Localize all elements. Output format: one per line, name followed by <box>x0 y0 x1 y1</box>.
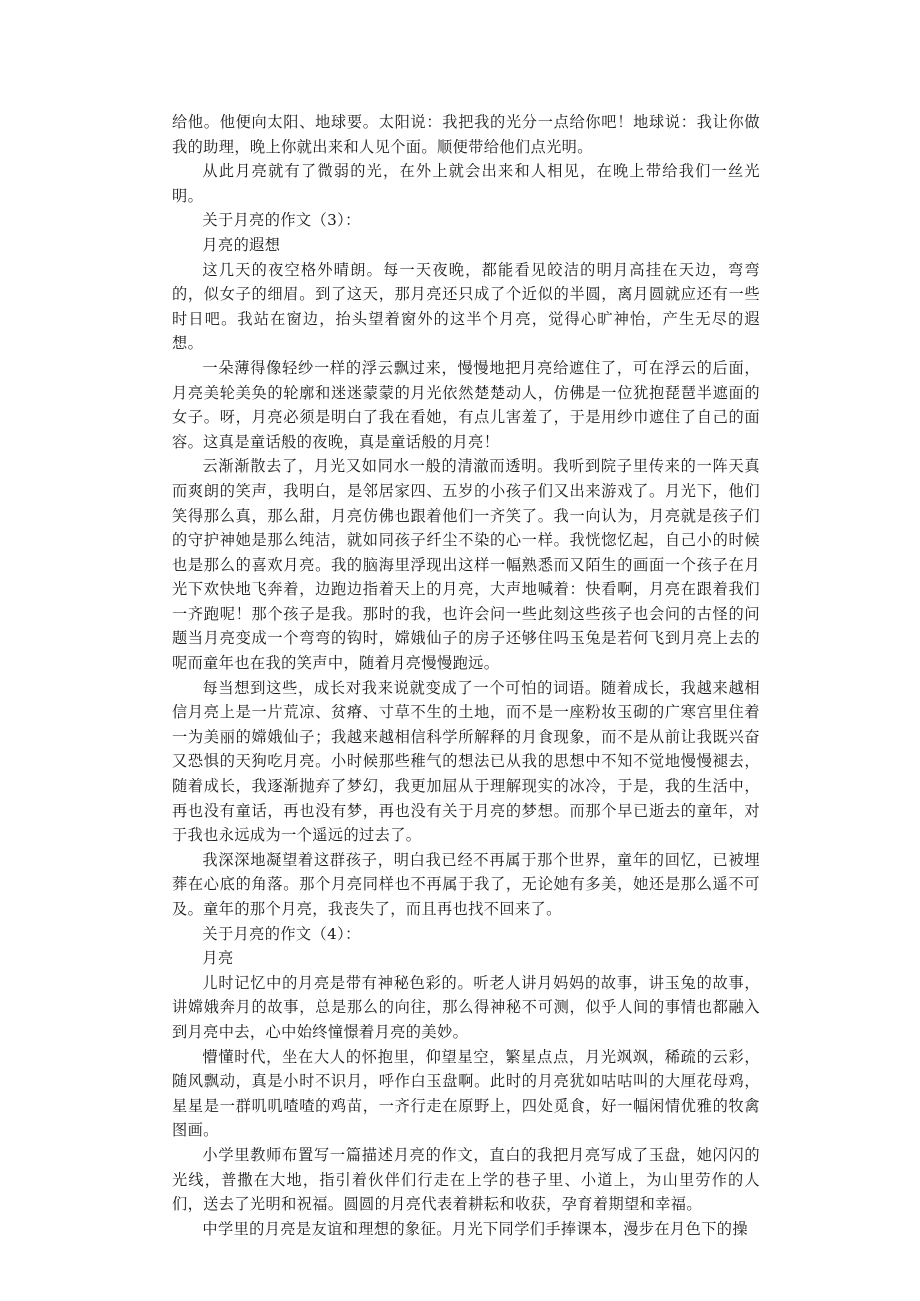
section-heading: 关于月亮的作文（3）： <box>202 211 361 230</box>
section-heading: 关于月亮的作文（4）： <box>202 924 361 943</box>
essay-title: 月亮的遐想 <box>202 235 281 254</box>
paragraph: 从此月亮就有了微弱的光，在外上就会出来和人相见，在晚上带给我们一丝光明。 <box>172 162 760 205</box>
paragraph-continued: 给他。他便向太阳、地球要。太阳说：我把我的光分一点给你吧！地球说：我让你做我的助理，晚上你就出来和人见个面。顺便带给他们点光明。 <box>172 113 760 156</box>
paragraph: 小学里教师布置写一篇描述月亮的作文，直白的我把月亮写成了玉盘，她闪闪的光线，普撒在大地，指引着伙伴们行走在上学的巷子里、小道上，为山里劳作的人们，送去了光明和祝福。圆圆的月亮代表着耕耘和收获，孕育着期望和幸福。 <box>172 1145 760 1214</box>
paragraph: 云渐渐散去了，月光又如同水一般的清澈而透明。我听到院子里传来的一阵天真而爽朗的笑声，我明白，是邻居家四、五岁的小孩子们又出来游戏了。月光下，他们笑得那么真，那么甜，月亮仿佛也跟着他们一齐笑了。我一向认为，月亮就是孩子们的守护神她是那么纯洁，就如同孩子纤尘不染的心一样。我恍惚忆起，自己小的时候也是那么的喜欢月亮。我的脑海里浮现出这样一幅熟悉而又陌生的画面一个孩子在月光下欢快地飞奔着，边跑边指着天上的月亮，大声地喊着：快看啊，月亮在跟着我们一齐跑呢！那个孩子是我。那时的我，也许会问一些此刻这些孩子也会问的古怪的问题当月亮变成一个弯弯的钩时，嫦娥仙子的房子还够住吗玉兔是若何飞到月亮上去的呢而童年也在我的笑声中，随着月亮慢慢跑远。 <box>172 457 760 673</box>
document-page <box>172 110 760 1241</box>
paragraph: 我深深地凝望着这群孩子，明白我已经不再属于那个世界，童年的回忆，已被埋葬在心底的角落。那个月亮同样也不再属于我了，无论她有多美，她还是那么遥不可及。童年的那个月亮，我丧失了，而且再也找不回来了。 <box>172 850 760 918</box>
essay-title: 月亮 <box>202 949 234 968</box>
paragraph: 儿时记忆中的月亮是带有神秘色彩的。听老人讲月妈妈的故事，讲玉兔的故事，讲嫦娥奔月的故事，总是那么的向往，那么得神秘不可测，似乎人间的事情也都融入到月亮中去，心中始终憧憬着月亮的美妙。 <box>172 973 760 1041</box>
paragraph: 懵懂时代，坐在大人的怀抱里，仰望星空，繁星点点，月光飒飒，稀疏的云彩，随风飘动，真是小时不识月，呼作白玉盘啊。此时的月亮犹如咕咕叫的大厘花母鸡，星星是一群叽叽喳喳的鸡苗，一齐行走在原野上，四处觅食，好一幅闲情优雅的牧禽图画。 <box>172 1047 760 1140</box>
paragraph: 一朵薄得像轻纱一样的浮云飘过来，慢慢地把月亮给遮住了，可在浮云的后面，月亮美轮美奂的轮廓和迷迷蒙蒙的月光依然楚楚动人，仿佛是一位犹抱琵琶半遮面的女子。呀，月亮必须是明白了我在看她，有点儿害羞了，于是用纱巾遮住了自己的面容。这真是童话般的夜晚，真是童话般的月亮！ <box>172 358 760 451</box>
paragraph: 每当想到这些，成长对我来说就变成了一个可怕的词语。随着成长，我越来越相信月亮上是一片荒凉、贫瘠、寸草不生的土地，而不是一座粉妆玉砌的广寒宫里住着一为美丽的嫦娥仙子；我越来越相信科学所解释的月食现象，而不是从前让我既兴奋又恐惧的天狗吃月亮。小时候那些稚气的想法已从我的思想中不知不觉地慢慢褪去，随着成长，我逐渐抛弃了梦幻，我更加屈从于理解现实的冰冷，于是，我的生活中，再也没有童话，再也没有梦，再也没有关于月亮的梦想。而那个早已逝去的童年，对于我也永远成为一个遥远的过去了。 <box>172 678 760 845</box>
paragraph: 中学里的月亮是友谊和理想的象征。月光下同学们手捧课本，漫步在月色下的操 <box>202 1219 748 1238</box>
paragraph: 这几天的夜空格外晴朗。每一天夜晚，都能看见皎洁的明月高挂在天边，弯弯的，似女子的细眉。到了这天，那月亮还只成了个近似的半圆，离月圆就应还有一些时日吧。我站在窗边，抬头望着窗外的这半个月亮，觉得心旷神怡，产生无尽的遐想。 <box>172 260 760 353</box>
